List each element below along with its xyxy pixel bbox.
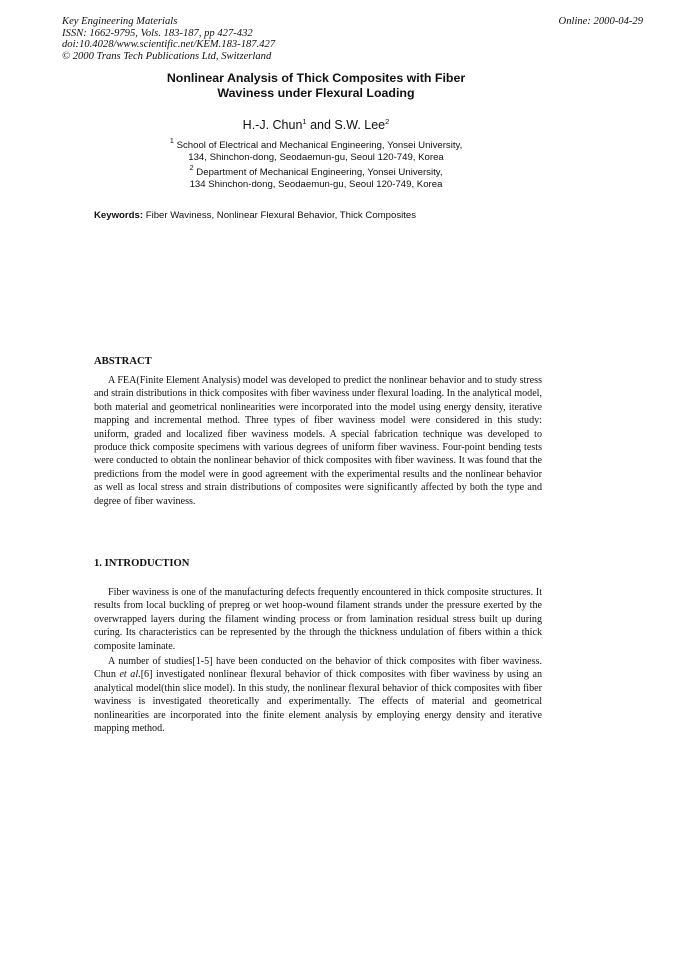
authors <box>100 118 532 133</box>
author-2-affil-mark: 2 <box>385 117 390 126</box>
introduction-paragraph-2 <box>94 655 542 735</box>
paper-title <box>100 71 532 101</box>
introduction-paragraph-1: Fiber waviness is one of the manufacturing defects frequently encountered in thick composite structures. It results from local buckling of prepreg or wet hoop-wound filament strands under the pressure exerted by the overwrapped layers during the filament winding process or from lamination residual stress built up during curing. Its characteristics can be represented by the through the thickness undulation of fibers within a thick composite laminate. <box>94 587 542 652</box>
affiliation-2-line-1 <box>100 163 532 179</box>
abstract-heading: ABSTRACT <box>94 356 152 367</box>
author-2: S.W. Lee <box>334 118 386 132</box>
online-date: Online: 2000-04-29 <box>558 16 643 27</box>
title-line-1: Nonlinear Analysis of Thick Composites with Fiber <box>166 71 466 85</box>
journal-info <box>62 16 275 62</box>
affiliation-2-mark: 2 <box>189 163 194 172</box>
journal-name: Key Engineering Materials <box>62 16 178 27</box>
affiliation-2-line-2: 134 Shinchon-dong, Seodaemun-gu, Seoul 120-749, Korea <box>189 178 443 190</box>
abstract-text: A FEA(Finite Element Analysis) model was developed to predict the nonlinear behavior and to study stress and strain distributions in thick composites with fiber waviness under flexural loading. In the analytical model, both material and geometrical nonlinearities were incorporated into the model using energy density, iterative mapping and incremental method. Three types of fiber waviness model were considered in this study: uniform, graded and localized fiber waviness models. A special fabrication technique was developed to produce thick composite specimens with various degrees of uniform fiber waviness. Four-point bending tests were conducted to obtain the nonlinear behavior of thick composites with fiber waviness. It was found that the predictions from the model were in good agreement with the experimental results and the nonlinear behavior as well as local stress and strain distributions of composites were significantly affected by both the type and degree of fiber waviness. <box>94 375 542 507</box>
affiliation-1-text: School of Electrical and Mechanical Engineering, Yonsei University, <box>173 140 463 151</box>
keywords-list: Fiber Waviness, Nonlinear Flexural Behavior, Thick Composites <box>143 210 417 221</box>
keywords <box>94 210 416 222</box>
keywords-label: Keywords: <box>94 210 144 221</box>
affiliation-1-mark: 1 <box>169 136 174 145</box>
author-1-affil-mark: 1 <box>302 117 307 126</box>
author-1: H.-J. Chun <box>242 118 303 132</box>
author-separator: and <box>306 118 335 132</box>
affiliation-2 <box>100 163 532 191</box>
intro-p2-rest: .[6] investigated nonlinear flexural behavior of thick composites with fiber waviness by using an analytical model(thin slice model). In this study, the nonlinear flexural behavior of thick composites with fiber waviness is investigated theoretically and experimentally. The effects of material and geometrical nonlinearities are incorporated into the finite element analysis by employing energy density and iterative mapping method. <box>94 669 542 735</box>
affiliation-2-text: Department of Mechanical Engineering, Yonsei University, <box>193 167 443 178</box>
affiliation-1 <box>100 136 532 164</box>
journal-doi: doi:10.4028/www.scientific.net/KEM.183-187.427 <box>62 39 276 51</box>
affiliation-1-line-1 <box>100 136 532 152</box>
introduction-heading: 1. INTRODUCTION <box>94 558 190 569</box>
journal-copyright: © 2000 Trans Tech Publications Ltd, Switzerland <box>62 50 272 62</box>
intro-p2-start: A number of studies[1-5] have been conducted on the behavior of thick composites with fiber waviness. Chun <box>94 656 542 681</box>
title-line-2: Waviness under Flexural Loading <box>217 86 415 100</box>
journal-issn: ISSN: 1662-9795, Vols. 183-187, pp 427-432 <box>62 27 253 39</box>
intro-p2-italic: et al <box>119 669 139 681</box>
affiliation-1-line-2: 134, Shinchon-dong, Seodaemun-gu, Seoul 120-749, Korea <box>188 151 444 163</box>
